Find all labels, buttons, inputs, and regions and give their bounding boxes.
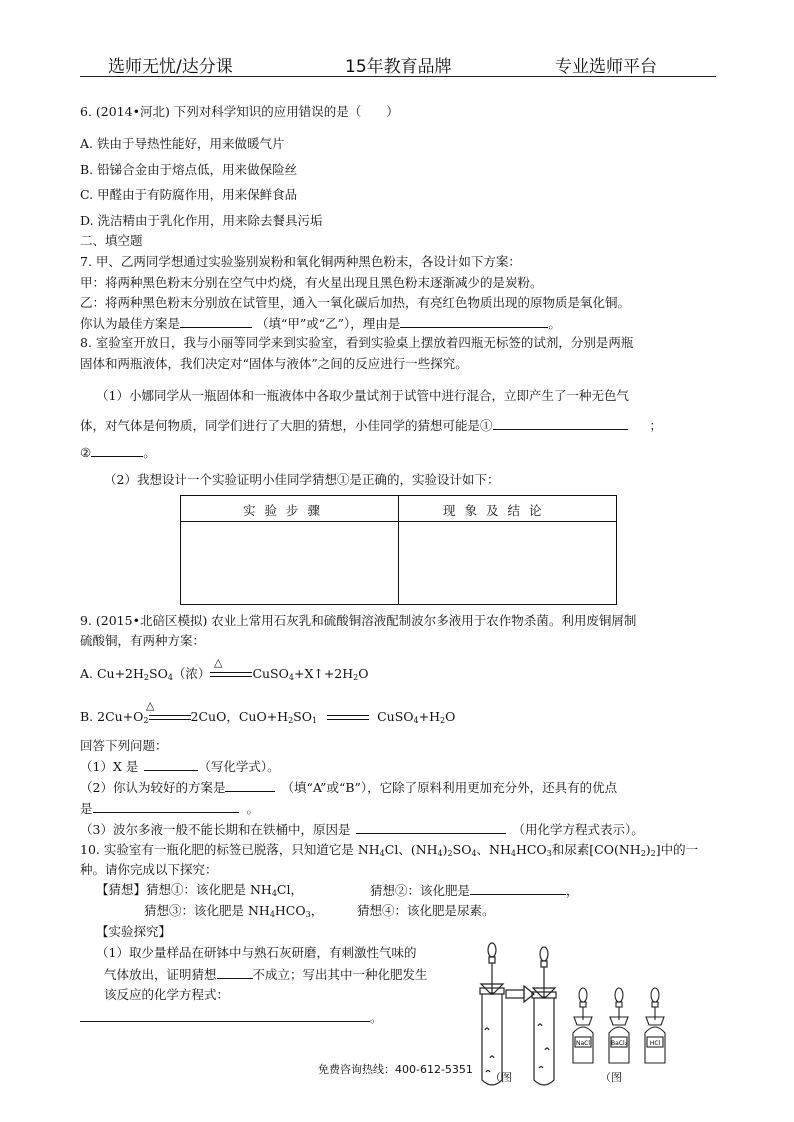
delta-icon-a: △	[214, 656, 223, 669]
q9-a3-end: （用化学方程式表示）。	[512, 822, 644, 837]
q6-stem: 6. (2014•河北) 下列对科学知识的应用错误的是（ ）	[80, 104, 399, 119]
guess-label: 【猜想】	[96, 882, 147, 897]
q8-l4-end: ；	[649, 418, 663, 433]
q7-plan-b: 乙：将两种黑色粉末分别放在试管里，通入一氧化碳后加热，有亮红色物质出现的原物质是氧化铜。	[80, 295, 631, 310]
q8-line-2: 固体和两瓶液体，我们决定对“固体与液体”之间的反应进行一些探究。	[80, 356, 468, 371]
q7-blank-2[interactable]	[400, 315, 548, 328]
guess-3-sub: 4	[269, 910, 275, 919]
guess-3-b: HCO	[274, 903, 306, 918]
q7-question	[80, 315, 561, 332]
q10-sub-f: 3	[546, 849, 552, 858]
guess-2: 猜想②：该化肥是	[370, 883, 471, 898]
q10-l1-c: )	[442, 842, 448, 857]
bottle-label-2: BaCl₂	[610, 1040, 628, 1047]
q9-a2-rest: （填“A”或“B”），它除了原料利用更加充分外，还具有的优点	[281, 780, 618, 795]
eqB-left: B. 2Cu+O	[80, 709, 144, 724]
delta-icon-b: △	[146, 699, 155, 712]
test-tube-icon	[532, 992, 556, 1085]
table-header-result: 现象及结论	[443, 503, 551, 518]
eqA-sub-h2: 2	[353, 673, 359, 682]
q9-line-2: 硫酸铜，有两种方案：	[80, 633, 206, 648]
q10-l1-f: HCO	[515, 842, 547, 857]
q6-option-b: B. 铅锑合金由于熔点低，用来做保险丝	[80, 162, 298, 177]
q10-sub-b: 4	[437, 849, 443, 858]
q8-line-6: （2）我想设计一个实验证明小佳同学猜想①是正确的，实验设计如下：	[104, 472, 500, 487]
eqB-so: SO	[293, 709, 312, 724]
guess-1-end: Cl，	[276, 882, 303, 897]
guess-3-end: ，	[310, 903, 324, 918]
eqB-sub-o: 2	[143, 716, 149, 725]
figure-caption-1: （图	[490, 1071, 512, 1084]
q8-blank-2[interactable]	[91, 444, 143, 457]
header-center: 15年教育品牌	[345, 57, 452, 77]
q10-l1-h: )	[645, 842, 651, 857]
q10-line-2: 种。请你完成以下探究：	[80, 862, 218, 877]
eqA-o: O	[358, 666, 369, 681]
q9-blank-3[interactable]	[93, 800, 239, 813]
table-header-steps: 实验步骤	[243, 503, 330, 518]
eqA-sub-cu: 4	[288, 673, 294, 682]
q9-a3-text: （3）波尔多液一般不能长期和在铁桶中，原因是	[80, 822, 351, 837]
q10-exp-line-3: 该反应的化学方程式：	[104, 987, 230, 1002]
q10-l1-b: Cl、(NH	[384, 842, 438, 857]
q8-l4-text: 体，对气体是何物质，同学们进行了大胆的猜想，小佳同学的猜想可能是①	[80, 418, 493, 433]
exp-blank-2[interactable]	[80, 1009, 370, 1022]
exp-2-a: 气体放出，证明猜想	[104, 967, 217, 982]
test-tube-figure	[462, 940, 562, 1090]
eqB-equals-sign-1	[149, 713, 191, 723]
eqB-equals-sign-2	[327, 713, 369, 723]
exp-2-b: 不成立；写出其中一种化肥发生	[252, 967, 428, 982]
q9-a2-shi: 是	[80, 801, 93, 816]
eqA-right: CuSO	[252, 666, 289, 681]
q8-line-1: 8. 室验室开放日，我与小丽等同学来到实验室，看到实验桌上摆放着四瓶无标签的试剂，分别是两瓶	[80, 335, 634, 350]
eqB-sub-4: 4	[413, 716, 419, 725]
q10-sub-e: 4	[510, 849, 516, 858]
guess-2-blank[interactable]	[470, 882, 566, 895]
reagent-bottle-icon	[645, 988, 665, 1063]
q9-blank-1[interactable]	[144, 758, 198, 771]
guess-3-sub2: 3	[305, 910, 311, 919]
q7-stem: 7. 甲、乙两同学想通过实验鉴别炭粉和氧化铜两种黑色粉末，各设计如下方案：	[80, 254, 521, 269]
header-right: 专业选师平台	[555, 57, 657, 77]
q9-blank-2[interactable]	[225, 779, 275, 792]
experiment-table	[180, 495, 617, 605]
q9-answer-3	[80, 821, 644, 838]
bottle-label-1: NaCl	[575, 1040, 591, 1047]
q10-l1-e: 、NH	[476, 842, 511, 857]
reagent-bottle-icon	[609, 988, 629, 1063]
q8-line-4	[80, 417, 662, 434]
q10-guess-row-1	[96, 882, 303, 902]
dropper-icon	[533, 947, 555, 998]
q6-option-a: A. 铁由于导热性能好，用来做暖气片	[80, 136, 285, 151]
arrow-right-icon	[506, 986, 534, 1002]
eqA-sub-4: 4	[167, 673, 173, 682]
exp-blank-1[interactable]	[217, 966, 253, 979]
q9-answer-2	[80, 779, 617, 796]
eqA-tail: +X↑+2H	[293, 666, 354, 681]
eqA-sub-h: 2	[143, 673, 150, 682]
q8-line-3: （1）小娜同学从一瓶固体和一瓶液体中各取少量试剂于试管中进行混合，立即产生了一种无色气	[96, 388, 629, 403]
reagent-bottles-figure	[560, 985, 680, 1070]
eqB-sub-h: 2	[288, 716, 294, 725]
q10-exp-label: 【实验探究】	[96, 924, 172, 939]
q9-answer-intro: 回答下列问题：	[80, 738, 168, 753]
header-divider	[80, 76, 716, 77]
q10-exp-line-2	[104, 966, 428, 983]
q10-guess-4: 猜想④：该化肥是尿素。	[357, 903, 495, 918]
table-column-divider	[398, 496, 399, 604]
eqB-o: O	[445, 709, 456, 724]
q10-l1-g: 和尿素[CO(NH	[551, 842, 641, 857]
eqB-mid: 2CuO，CuO+H	[190, 709, 289, 724]
q10-guess-2	[370, 882, 579, 899]
q10-sub-g: 2	[640, 849, 646, 858]
q9-equation-a	[80, 666, 369, 686]
bottle-label-3: HCl	[649, 1040, 661, 1047]
q10-exp-line-1: （1）取少量样品在研钵中与熟石灰研磨，有刺激性气味的	[96, 945, 417, 960]
q10-sub-d: 4	[471, 849, 477, 858]
q6-option-c: C. 甲醛由于有防腐作用，用来保鲜食品	[80, 187, 298, 202]
q7-ask-end: 。	[548, 316, 561, 331]
q7-plan-a: 甲：将两种黑色粉末分别在空气中灼烧，有火星出现且黑色粉末逐渐减少的是炭粉。	[80, 275, 543, 290]
q10-sub-c: 2	[447, 849, 453, 858]
guess-1: 猜想①：该化肥是 NH	[146, 882, 272, 897]
figure-caption-2: （图	[600, 1071, 622, 1084]
guess-2-end: ，	[566, 883, 579, 898]
q10-l1-i: ]中的一	[655, 842, 699, 857]
eqB-tail: +H	[418, 709, 440, 724]
q8-line-5	[80, 444, 156, 461]
footer-hotline: 免费咨询热线：400-612-5351	[318, 1063, 473, 1076]
q9-equation-b	[80, 709, 455, 729]
table-header-divider	[181, 521, 616, 522]
eqA-so: SO	[149, 666, 168, 681]
q9-answer-1	[80, 758, 280, 775]
guess-3: 猜想③：该化肥是 NH	[144, 903, 270, 918]
q9-answer-2b	[80, 800, 259, 817]
header-left: 选师无忧/达分课	[108, 57, 233, 77]
q10-l1-d: SO	[452, 842, 472, 857]
eqA-mid: （浓）	[172, 666, 211, 681]
q10-exp-line-4	[80, 1009, 383, 1026]
eqB-sub-1: 1	[311, 716, 318, 725]
q9-a1-end: （写化学式）。	[198, 759, 280, 774]
q7-ask-b: （填“甲”或“乙”），理由是	[256, 316, 401, 331]
q8-l5-end: 。	[143, 445, 156, 460]
q7-blank-1[interactable]	[180, 315, 252, 328]
q10-l1-a: 10. 实验室有一瓶化肥的标签已脱落，只知道它是 NH	[80, 842, 380, 857]
exp-4-end: 。	[370, 1010, 383, 1025]
eqB-right: CuSO	[377, 709, 414, 724]
q8-l5-marker: ②	[80, 445, 92, 460]
q9-line-1: 9. (2015•北碚区模拟) 农业上常用石灰乳和硫酸铜溶液配制波尔多液用于农作物杀菌。利用废铜屑制	[80, 613, 637, 628]
section-title: 二、填空题	[80, 233, 143, 248]
eqB-sub-h2: 2	[439, 716, 446, 725]
q9-a2-end: 。	[246, 801, 260, 816]
q10-sub-a: 4	[379, 849, 385, 858]
eqA-left: A. Cu+2H	[80, 666, 144, 681]
q9-a1-text: （1）X 是	[80, 759, 139, 774]
q10-guess-3	[144, 903, 323, 923]
eqA-equals-sign	[210, 670, 252, 680]
q8-blank-1[interactable]	[493, 417, 628, 430]
q7-ask-a: 你认为最佳方案是	[80, 316, 181, 331]
q10-line-1	[80, 842, 698, 862]
q10-sub-h: 2	[650, 849, 656, 858]
q9-a2-text: （2）你认为较好的方案是	[80, 780, 226, 795]
q9-blank-4[interactable]	[356, 821, 506, 834]
q6-option-d: D. 洗洁精由于乳化作用，用来除去餐具污垢	[80, 213, 323, 228]
guess-1-sub: 4	[271, 889, 277, 898]
dropper-icon	[481, 943, 503, 995]
reagent-bottle-icon	[573, 988, 593, 1063]
